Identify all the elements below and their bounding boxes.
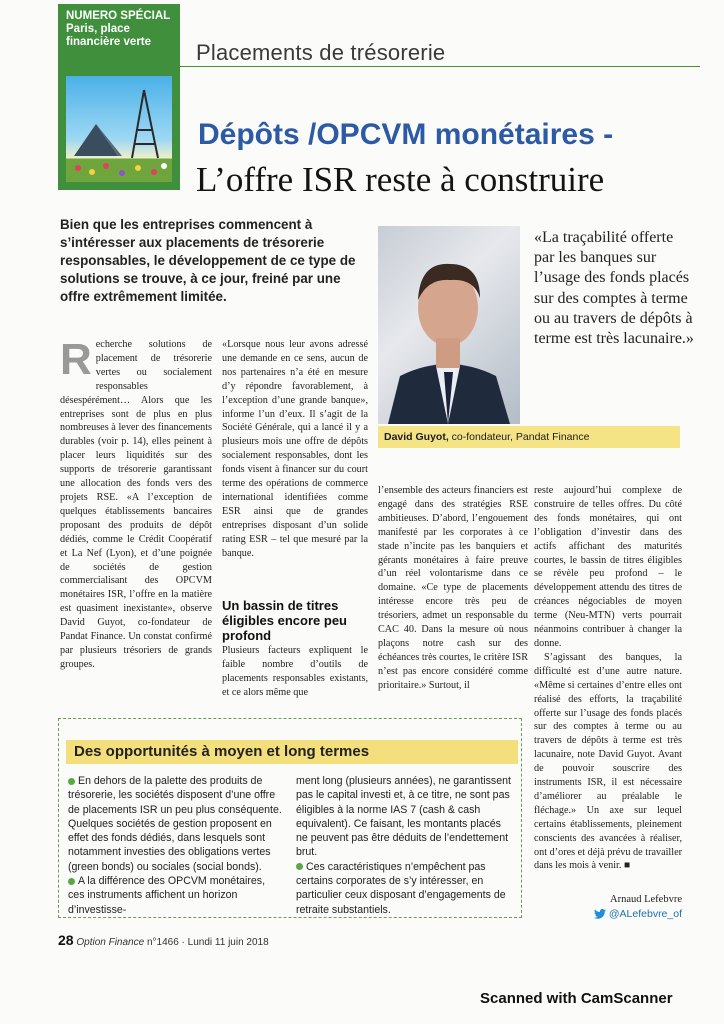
- bullet-icon: [68, 778, 75, 785]
- twitter-bird-icon: [594, 909, 606, 919]
- twitter-handle: @ALefebvre_of: [608, 908, 682, 920]
- issue-info: n°1466 · Lundi 11 juin 2018: [144, 937, 269, 948]
- eiffel-tower-illustration: [66, 76, 172, 182]
- publication-name: Option Finance: [76, 937, 145, 948]
- column-2-text: «Lorsque nous leur avons adressé une demande en ce sens, aucun de nos partenaires n’a été en mesure d’y répondre favorablement, à l’exception d’une grande banque», informe l’un d’eux. Il s’agit de la Société Générale, qui a lancé il y a plusieurs mois une offre de dépôts socialement responsables, dont les fonds visent à financer sur du court terme des opérations de commerce international identifiées comme ESR ainsi que de grandes entreprises disposant d’un solide rating ESR – tel que mesuré par la banque.: [222, 339, 368, 559]
- caption-name: David Guyot,: [384, 431, 449, 443]
- column-1-text: echerche solutions de placement de trésorerie vertes ou socialement responsables désespérément… Alors que les entreprises sont de plus en plus nombreuses à lever des financements durables (voir p. 14), elles peinent à placer leurs liquidités sur des supports de trésorerie garantissant une allocation des fonds vers des projets RSE. «A l’exception de quelques établissements bancaires proposant des produits de dépôt dédiés, comme le Crédit Coopératif et La Nef (Lyon), et d’une poignée de sociétés de gestion commercialisant des OPCVM monétaires ISR, l’offre en la matière est quasiment inexistante», observe David Guyot, co-fondateur de Pandat Finance. Un constat confirmé par plusieurs trésoriers de grands groupes.: [60, 339, 212, 670]
- sidebar-paragraph-3: ment long (plusieurs années), ne garantissent pas le capital investi et, à ce titre, ne sont pas éligibles à la norme IAS 7 (cash & cash equivalent). Ce faisant, les montants placés ne peuvent pas être déduits de l’endettement brut.: [296, 775, 511, 859]
- portrait-photo: [378, 226, 520, 424]
- column-4-paragraph-1: reste aujourd’hui complexe de construire de telles offres. Du côté des fonds monétaires, qui ont l’obligation d’investir dans des actifs affichant des maturités courtes, le bassin de titres éligibles se révèle peu profond – le développement attendu des titres de créances négociables de moyen terme (Neu-MTN) verts pourrait néanmoins contribuer à changer la donne.: [534, 485, 682, 649]
- column-2-text-continued: Plusieurs facteurs expliquent le faible nombre d’outils de placements responsables existants, et ce alors même que: [222, 645, 368, 698]
- special-line-3: financière verte: [66, 36, 152, 48]
- column-3-text: l’ensemble des acteurs financiers est engagé dans des stratégies RSE ambitieuses. D’abord, l’engouement manifesté par les corporates à ce stade n’incite pas les banquiers et gérants monétaires à faire preuve d’un réel volontarisme dans ce domaine. «Ce type de placements intéresse encore très peu de trésoriers, admet un responsable du CAC 40. Dans la mesure où nous plaçons notre cash sur des échéances très courtes, le critère ISR n’est pas encore considéré comme prioritaire.» Surtout, il: [378, 485, 528, 691]
- column-1: [60, 335, 212, 672]
- sidebar-box-column-1: [68, 774, 284, 917]
- bullet-icon: [68, 878, 75, 885]
- article-title-line-2: L’offre ISR reste à construire: [196, 160, 605, 199]
- page-footer: [58, 932, 269, 948]
- special-issue-box: [58, 4, 180, 190]
- sidebar-box-title: Des opportunités à moyen et long termes: [66, 740, 518, 764]
- section-rule: [180, 66, 700, 67]
- section-title: Placements de trésorerie: [196, 40, 446, 65]
- bullet-icon: [296, 863, 303, 870]
- drop-cap: R: [60, 335, 92, 384]
- pull-quote: «La traçabilité offerte par les banques sur l’usage des fonds placés sur des comptes à terme ou au travers de dépôts à terme est très lacunaire.»: [534, 229, 694, 348]
- column-4: [534, 484, 682, 873]
- sidebar-paragraph-4: Ces caractéristiques n’empêchent pas certains corporates de s’y intéresser, en particulier ceux disposant d’engagements de retraite substantiels.: [296, 860, 506, 916]
- article-title-line-1: Dépôts /OPCVM monétaires -: [198, 118, 614, 151]
- sidebar-box-column-2: [296, 774, 512, 917]
- scanner-watermark: Scanned with CamScanner: [480, 990, 673, 1007]
- sidebar-paragraph-2: A la différence des OPCVM monétaires, ces instruments affichent un horizon d’investisse-: [68, 875, 266, 916]
- photo-caption: [378, 426, 680, 448]
- author-name: Arnaud Lefebvre: [609, 894, 682, 905]
- caption-role: co-fondateur, Pandat Finance: [448, 431, 590, 443]
- subheading: Un bassin de titres éligibles encore peu profond: [222, 598, 347, 643]
- special-line-1: NUMERO SPÉCIAL: [66, 10, 171, 22]
- page-number: 28: [58, 932, 74, 948]
- sidebar-paragraph-1: En dehors de la palette des produits de trésorerie, les sociétés disposent d’une offre de placements ISR un peu plus conséquente. Quelques sociétés de gestion proposent en effet des fonds dédiés, dans lesquels sont notamment investies des obligations vertes (green bonds) ou sociales (social bonds).: [68, 775, 282, 873]
- column-4-paragraph-2: S’agissant des banques, la difficulté est d’une autre nature. «Même si certaines d’entre elles ont réalisé des efforts, la traçabilité offerte sur l’usage des fonds placés sur des comptes à terme ou au travers de dépôts à terme est très lacunaire, note David Guyot. Avant de pouvoir souscrire des instruments ISR, il est nécessaire d’améliorer au préalable le fléchage.» Un axe sur lequel certains établissements, pleinement conscients des avancées à réaliser, ont d’ores et déjà prévu de travailler dans les mois à venir. ■: [534, 651, 682, 872]
- lead-paragraph: Bien que les entreprises commencent à s’intéresser aux placements de trésorerie responsables, le développement de ce type de solutions se trouve, à ce jour, freiné par une offre extrêmement limitée.: [60, 217, 356, 304]
- special-line-2: Paris, place: [66, 23, 130, 35]
- twitter-link[interactable]: [534, 908, 682, 920]
- special-issue-label: [66, 10, 176, 49]
